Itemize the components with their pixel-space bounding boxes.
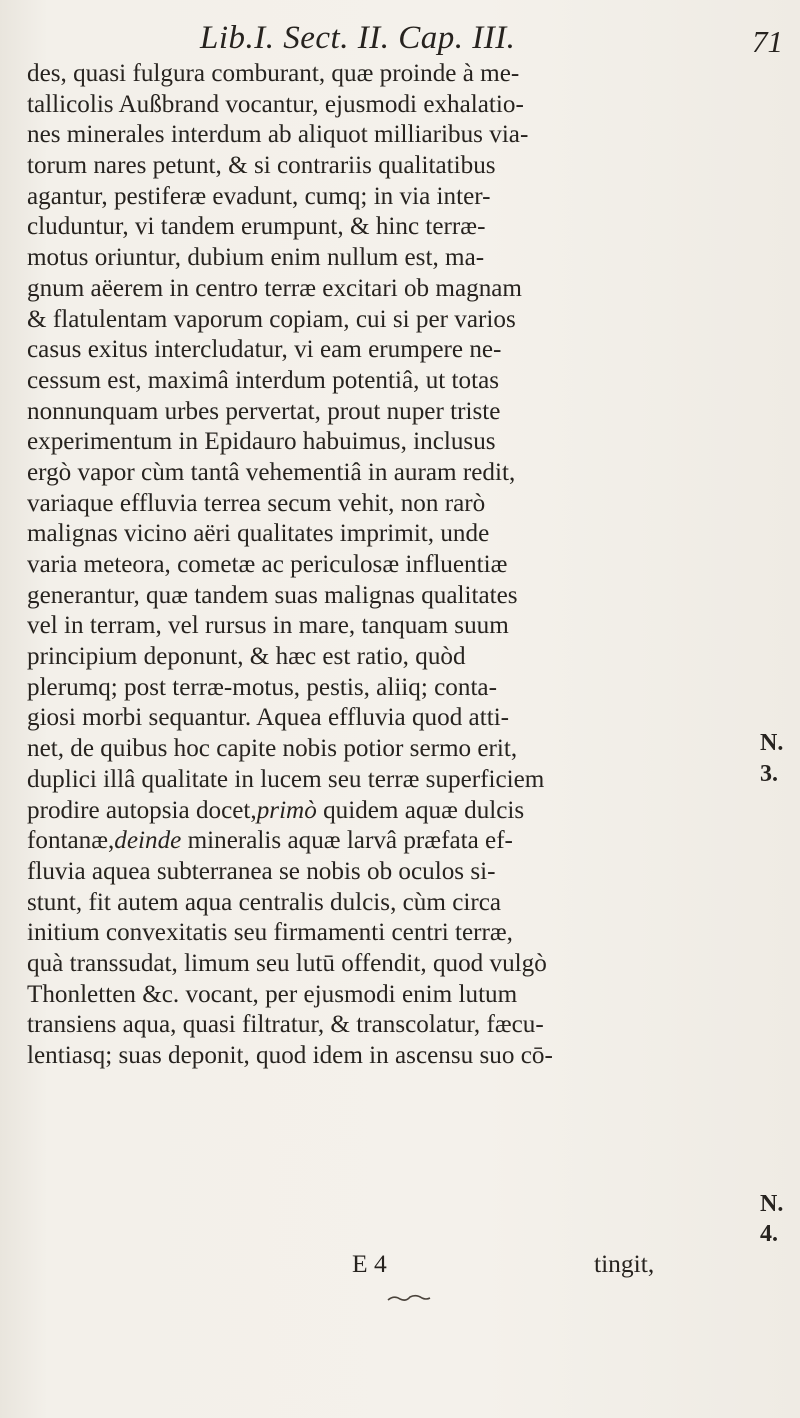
margin-note: 3. [760,761,778,787]
text-line: giosi morbi sequantur. Aquea effluvia quod atti- [27,702,510,732]
text-line: fontanæ,deinde mineralis aquæ larvâ præfata ef- [27,825,513,855]
italic-word: deinde [114,825,182,855]
italic-word: primò [256,794,317,824]
text-line: cluduntur, vi tandem erumpunt, & hinc terræ- [27,211,486,241]
margin-note: 4. [760,1221,778,1247]
text-line: principium deponunt, & hæc est ratio, quòd [27,641,466,671]
text-line: generantur, quæ tandem suas malignas qualitates [27,579,518,609]
text-line: variaque effluvia terrea secum vehit, non rarò [27,487,486,517]
text-line: torum nares petunt, & si contrariis qualitatibus [27,150,496,180]
text-line: motus oriuntur, dubium enim nullum est, ma- [27,242,485,272]
text-line: casus exitus intercludatur, vi eam erumpere ne- [27,334,502,364]
text-line: stunt, fit autem aqua centralis dulcis, cùm circa [27,886,502,916]
text-line: agantur, pestiferæ evadunt, cumq; in via inter- [27,180,491,210]
text-line: experimentum in Epidauro habuimus, inclusus [27,426,496,456]
text-line: malignas vicino aëri qualitates imprimit, unde [27,518,490,548]
text-line: tallicolis Außbrand vocantur, ejusmodi exhalatio- [27,88,524,118]
ornament-icon [386,1294,432,1302]
text-line: lentiasq; suas deponit, quod idem in ascensu suo cō- [27,1040,553,1069]
text-line: plerumq; post terræ-motus, pestis, aliiq; conta- [27,671,497,701]
text-line: prodire autopsia docet,primò quidem aquæ dulcis [27,794,525,824]
running-head: Lib.I. Sect. II. Cap. III. [200,20,516,56]
text-line: Thonletten &c. vocant, per ejusmodi enim lutum [27,978,518,1008]
page-number: 71 [752,24,783,59]
text-line: vel in terram, vel rursus in mare, tanquam suum [27,610,509,640]
text-line: transiens aqua, quasi filtratur, & transcolatur, fæcu- [27,1009,544,1039]
page-header [0,14,800,58]
text-line: nes minerales interdum ab aliquot milliaribus via- [27,119,529,149]
text-line: varia meteora, cometæ ac periculosæ influentiæ [27,549,508,578]
footer-line [0,1249,800,1283]
signature-mark: E 4 [352,1249,387,1278]
text-line: initium convexitatis seu firmamenti centri terræ, [27,917,513,947]
text-line: net, de quibus hoc capite nobis potior sermo erit, [27,733,518,763]
body-text [27,58,767,1071]
text-line: ergò vapor cùm tantâ vehementiâ in auram redit, [27,456,516,486]
text-line: cessum est, maximâ interdum potentiâ, ut totas [27,364,500,394]
text-line: gnum aëerem in centro terræ excitari ob magnam [27,272,522,302]
margin-note: N. [760,730,784,756]
text-line: nonnunquam urbes pervertat, prout nuper triste [27,395,501,425]
text-line: & flatulentam vaporum copiam, cui si per varios [27,303,516,333]
text-line: quà transsudat, limum seu lutū offendit, quod vulgò [27,947,547,977]
catchword: tingit, [594,1249,655,1278]
text-line: duplici illâ qualitate in lucem seu terræ superficiem [27,763,545,793]
text-line: fluvia aquea subterranea se nobis ob oculos si- [27,855,496,885]
margin-note: N. [760,1191,784,1217]
text-line: des, quasi fulgura comburant, quæ proinde à me- [27,58,520,87]
